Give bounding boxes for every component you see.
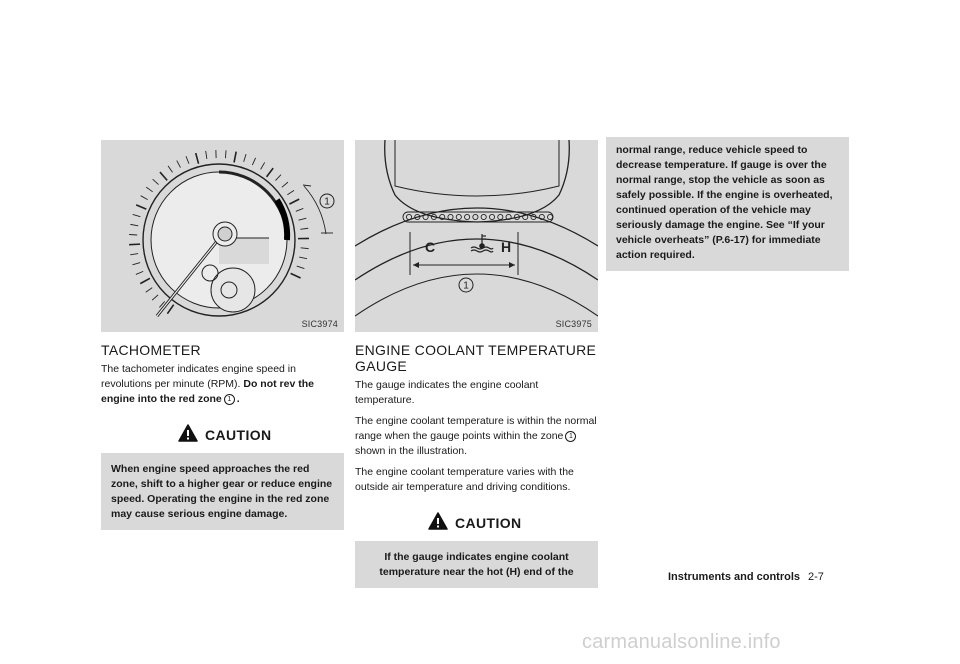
caution-label: CAUTION xyxy=(455,515,522,531)
tachometer-tick xyxy=(130,254,138,255)
tachometer-tick xyxy=(153,179,159,184)
tachometer-tick xyxy=(140,278,150,283)
tachometer-tick xyxy=(244,154,246,162)
tachometer-tick xyxy=(146,187,152,192)
tachometer-tick xyxy=(267,168,274,177)
coolant-gauge-illustration xyxy=(355,140,598,332)
indicator-lamp xyxy=(473,214,478,219)
indicator-lamp xyxy=(498,214,503,219)
cold-label: C xyxy=(425,239,436,255)
tachometer-tick xyxy=(160,172,167,180)
tachometer-figure xyxy=(101,140,344,332)
zone-number-marker: 1 xyxy=(224,394,235,405)
caution-box: When engine speed approaches the red zone, shift to a higher gear or reduce engine speed. Operating the engine in the red zone may cause serious engine damage. xyxy=(101,453,344,530)
tachometer-tick xyxy=(300,228,308,229)
tachometer-tick xyxy=(296,208,303,211)
indicator-lamp xyxy=(548,214,553,219)
warning-icon xyxy=(428,512,448,530)
tachometer-tick xyxy=(275,175,281,181)
indicator-lamp xyxy=(456,214,461,219)
tachometer-body-text: The tachometer indicates engine speed in revolutions per minute (RPM). xyxy=(101,363,296,390)
page-footer xyxy=(668,571,824,583)
caution-box: If the gauge indicates engine coolant temperature near the hot (H) end of the xyxy=(355,541,598,588)
tachometer-tick xyxy=(297,266,305,269)
tachometer-tick xyxy=(291,273,301,278)
tachometer-warning-text: Do not rev the engine into the red zone xyxy=(101,378,314,405)
tachometer-tick xyxy=(129,244,140,245)
indicator-lamp xyxy=(465,214,470,219)
indicator-lamp xyxy=(481,214,486,219)
watermark: carmanualsonline.info xyxy=(582,631,781,653)
continued-caution-box: normal range, reduce vehicle speed to decrease temperature. If gauge is over the normal range, stop the vehicle as soon as safely possible. If the engine is overheated, continued operation of the vehicle may seriously damage the engine. See “If your vehicle overheats” (P.6-17) for immediate action required. xyxy=(606,137,849,271)
coolant-para-2-text: The engine coolant temperature is within the normal range when the gauge points within the zone xyxy=(355,415,597,442)
tachometer-tick xyxy=(252,158,255,165)
warning-icon xyxy=(178,424,198,442)
tachometer-tick xyxy=(132,263,140,265)
caution-label: CAUTION xyxy=(205,427,272,443)
section-title: Instruments and controls xyxy=(668,571,801,583)
coolant-temperature-icon xyxy=(471,234,493,252)
tachometer-tick xyxy=(152,295,158,300)
continued-caution-section xyxy=(606,140,849,271)
tachometer-tick xyxy=(261,162,265,169)
tachometer-tick xyxy=(186,156,189,163)
tachometer-tick xyxy=(168,166,173,173)
tachometer-section xyxy=(101,140,344,530)
coolant-para-2-end: shown in the illustration. xyxy=(355,445,468,457)
tachometer-description xyxy=(101,362,344,407)
tachometer-callout: 1 xyxy=(324,196,330,208)
tachometer-tick xyxy=(136,271,143,274)
coolant-para-3: The engine coolant temperature varies with the outside air temperature and driving conditions. xyxy=(355,466,574,493)
page-number: 2-7 xyxy=(808,571,824,583)
tachometer-tick xyxy=(146,288,153,293)
hot-label: H xyxy=(501,239,512,255)
tachometer-tick xyxy=(177,161,181,168)
tachometer-tick xyxy=(301,248,309,249)
tachometer-tick xyxy=(225,150,226,158)
tachometer-tick xyxy=(196,153,199,164)
tachometer-tick xyxy=(136,205,146,209)
tachometer-tick xyxy=(299,218,307,220)
period: . xyxy=(236,393,240,405)
tachometer-tick xyxy=(133,214,141,216)
tachometer-tick xyxy=(234,152,236,163)
caution-header xyxy=(355,505,598,541)
tachometer-tick xyxy=(282,182,288,187)
tachometer-tick xyxy=(130,224,138,225)
tachometer-tick xyxy=(287,190,294,194)
tachometer-tick xyxy=(299,257,307,259)
figure-code: SIC3974 xyxy=(301,319,338,329)
tachometer-heading: TACHOMETER xyxy=(101,342,201,358)
caution-header xyxy=(101,417,344,453)
tachometer-tick xyxy=(289,199,299,204)
indicator-lamp xyxy=(448,214,453,219)
tachometer-illustration xyxy=(101,140,344,332)
tachometer-tick xyxy=(206,151,207,159)
coolant-heading: ENGINE COOLANT TEMPERATURE GAUGE xyxy=(355,342,597,374)
indicator-lamp xyxy=(489,214,494,219)
coolant-gauge-figure xyxy=(355,140,598,332)
tachometer-tick xyxy=(167,305,173,314)
coolant-section xyxy=(355,140,598,588)
coolant-para-2 xyxy=(355,414,598,459)
zone-number-marker: 1 xyxy=(565,431,576,442)
coolant-callout: 1 xyxy=(463,280,469,292)
tachometer-tick xyxy=(141,196,148,200)
coolant-para-1: The gauge indicates the engine coolant temperature. xyxy=(355,379,539,406)
figure-code: SIC3975 xyxy=(555,319,592,329)
